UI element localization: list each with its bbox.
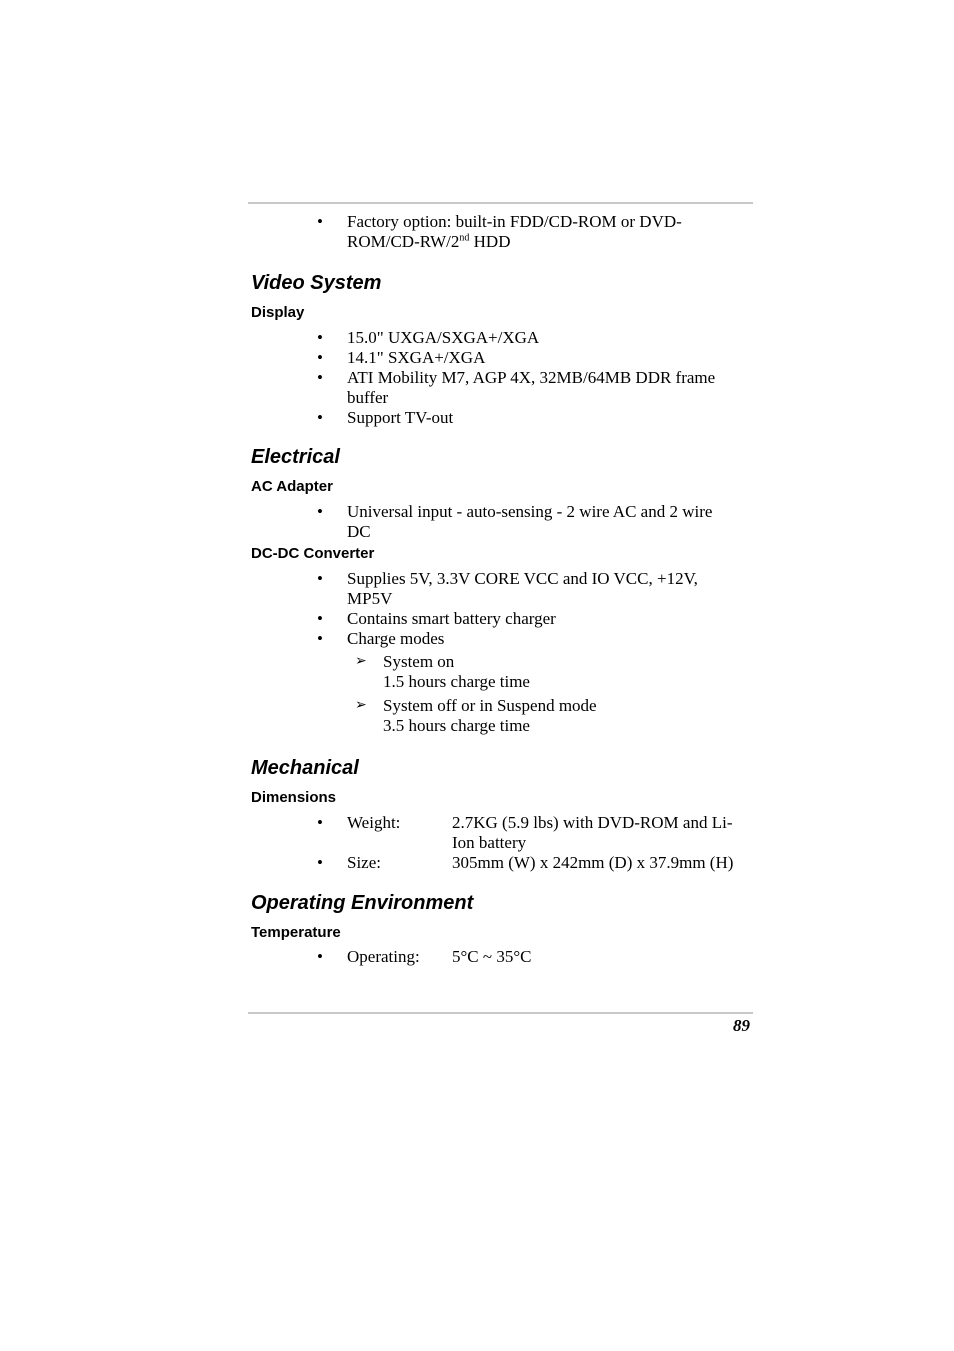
subheading-dc-converter: DC-DC Converter — [251, 545, 375, 562]
mode-detail: 1.5 hours charge time — [383, 672, 530, 691]
list-item — [251, 652, 753, 692]
dimensions-list — [251, 813, 753, 873]
list-item — [251, 328, 753, 348]
bullet-dot-icon: • — [317, 609, 323, 628]
display-list — [251, 328, 753, 428]
list-item-text: 14.1" SXGA+/XGA — [347, 348, 486, 367]
spec-value: 305mm (W) x 242mm (D) x 37.9mm (H) — [452, 853, 734, 872]
list-item — [251, 629, 753, 649]
footer-rule — [248, 1012, 753, 1014]
bullet-dot-icon: • — [317, 408, 323, 427]
factory-option-line2: ROM/CD-RW/2 — [347, 232, 460, 251]
list-item-text: Support TV-out — [347, 408, 454, 427]
spec-label: Weight: — [347, 813, 401, 832]
subheading-ac-adapter: AC Adapter — [251, 478, 333, 495]
subheading-temperature: Temperature — [251, 924, 341, 941]
subheading-display: Display — [251, 304, 305, 321]
bullet-dot-icon: • — [317, 348, 323, 367]
list-item — [251, 696, 753, 736]
section-title-electrical: Electrical — [251, 446, 340, 468]
bullet-dot-icon: • — [317, 328, 323, 347]
spec-label: Size: — [347, 853, 381, 872]
mode-title: System on — [383, 652, 455, 671]
spec-label: Operating: — [347, 947, 420, 966]
bullet-dot-icon: • — [317, 502, 323, 521]
list-item — [251, 947, 753, 967]
subheading-dimensions: Dimensions — [251, 789, 337, 806]
arrow-bullet-icon: ➢ — [355, 698, 367, 713]
bullet-dot-icon: • — [317, 853, 323, 872]
page-content — [251, 212, 753, 967]
list-item — [251, 368, 753, 408]
bullet-dot-icon: • — [317, 947, 323, 966]
bullet-dot-icon: • — [317, 813, 323, 832]
list-item — [251, 408, 753, 428]
bullet-dot-icon: • — [317, 212, 323, 231]
list-item-text: ATI Mobility M7, AGP 4X, 32MB/64MB DDR frame buffer — [347, 368, 716, 407]
bullet-dot-icon: • — [317, 569, 323, 588]
list-item-text: Contains smart battery charger — [347, 609, 556, 628]
ac-list — [251, 502, 753, 542]
list-item — [251, 813, 753, 853]
charge-modes-list — [251, 652, 753, 736]
list-item-text: Universal input - auto-sensing - 2 wire AC and 2 wire DC — [347, 502, 713, 541]
list-item — [251, 502, 753, 542]
mode-detail: 3.5 hours charge time — [383, 716, 530, 735]
bullet-dot-icon: • — [317, 368, 323, 387]
temperature-list — [251, 947, 753, 967]
page-number: 89 — [733, 1016, 750, 1035]
list-item — [251, 853, 753, 873]
intro-list — [251, 212, 753, 252]
arrow-bullet-icon: ➢ — [355, 654, 367, 669]
ordinal-suffix: nd — [459, 232, 470, 244]
dc-list — [251, 569, 753, 649]
factory-option-line2-end: HDD — [469, 232, 511, 251]
spec-value: 5°C ~ 35°C — [452, 947, 532, 966]
list-item — [251, 569, 753, 609]
list-item — [251, 348, 753, 368]
list-item-text: Charge modes — [347, 629, 445, 648]
list-item — [251, 212, 753, 252]
section-title-video: Video System — [251, 272, 382, 294]
spec-value: 2.7KG (5.9 lbs) with DVD-ROM and Li-Ion battery — [452, 813, 733, 852]
section-title-mechanical: Mechanical — [251, 757, 359, 779]
bullet-dot-icon: • — [317, 629, 323, 648]
list-item-text: Supplies 5V, 3.3V CORE VCC and IO VCC, +12V, MP5V — [347, 569, 698, 608]
section-title-operating-environment: Operating Environment — [251, 892, 474, 914]
factory-option-line1: Factory option: built-in FDD/CD-ROM or DVD- — [347, 212, 682, 231]
mode-title: System off or in Suspend mode — [383, 696, 597, 715]
list-item — [251, 609, 753, 629]
header-rule — [248, 202, 753, 204]
list-item-text: 15.0" UXGA/SXGA+/XGA — [347, 328, 540, 347]
